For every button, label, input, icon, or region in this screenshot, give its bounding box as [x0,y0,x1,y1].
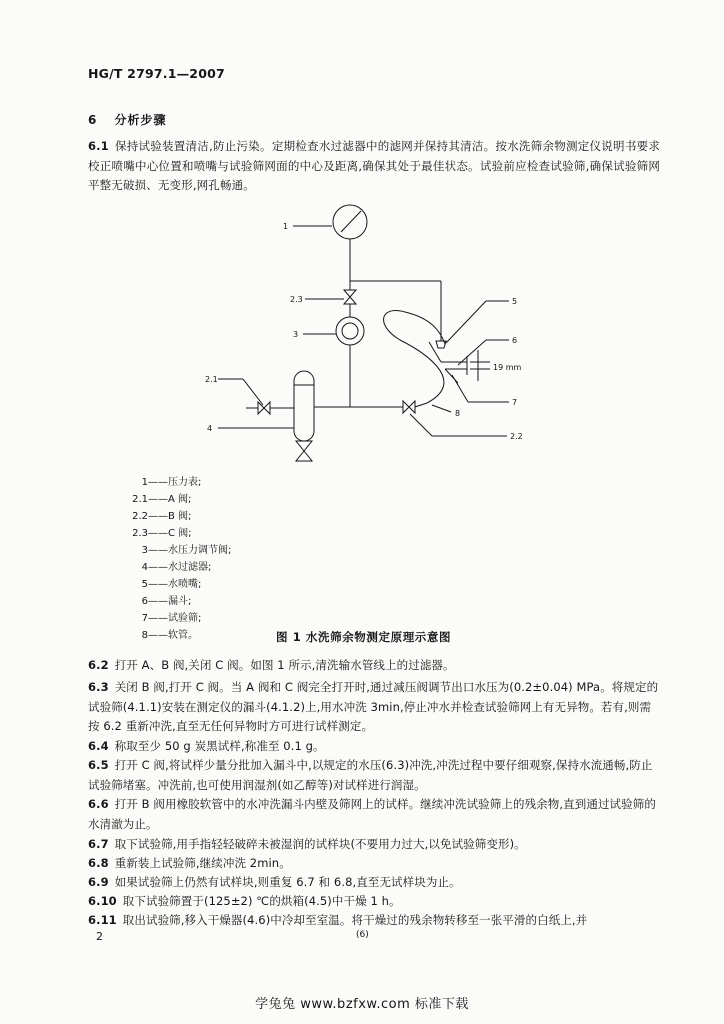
funnel-wall-left [429,342,441,362]
callout-6: 6 [512,336,518,345]
valve-b [403,401,415,413]
clause-6-7: 6.7 取下试验筛,用手指轻轻破碎未被湿润的试样块(不要用力过大,以免试验筛变形)。 [88,837,526,851]
callout-5: 5 [512,297,518,306]
clause-number: 6.1 [88,139,109,153]
callout-1: 1 [283,222,289,231]
clause-6-6: 6.6 打开 B 阀用橡胶软管中的水冲洗漏斗内壁及筛网上的试样。继续冲洗试验筛上的残余物,直到通过试验筛的水清澈为止。 [88,797,656,831]
leader-7b [452,375,468,402]
callout-7: 7 [512,398,518,407]
filter-outlet-bottom [296,451,312,461]
legend-item: 2.3——C 阀; [132,528,192,539]
page-number: 2 [96,930,103,943]
leader-2-2a [410,414,432,436]
legend-item: 4——水过滤器; [141,562,212,573]
pressure-regulator [336,317,364,345]
valve-c [344,290,356,304]
valve-a [258,402,270,414]
water-filter [294,371,314,441]
callout-2-1: 2.1 [205,375,218,384]
pressure-regulator-inner [342,323,358,339]
leader-2-1b [243,379,263,405]
clause-6-2: 6.2 打开 A、B 阀,关闭 C 阀。如图 1 所示,清洗输水管线上的过滤器。 [88,658,455,672]
legend-item: 2.2——B 阀; [132,511,192,522]
legend-item: 3——水压力调节阀; [141,545,232,556]
filter-outlet-top [296,441,312,451]
legend-item: 7——试验筛; [141,613,202,624]
callout-2-3: 2.3 [290,295,303,304]
clause-6-5: 6.5 打开 C 阀,将试样少量分批加入漏斗中,以规定的水压(6.3)冲洗,冲洗过程中要仔细观察,保持水流通畅,防止试验筛堵塞。冲洗前,也可使用润湿剂(如乙醇等)对试样进行润湿。 [88,758,653,792]
gauge-needle [341,211,361,232]
clause-6-4: 6.4 称取至少 50 g 炭黑试样,称准至 0.1 g。 [88,739,325,753]
clause-6-11: 6.11 取出试验筛,移入干燥器(4.6)中冷却至室温。将干燥过的残余物转移至一张平滑的白纸上,并 [88,913,588,927]
footer-watermark: 学兔兔 www.bzfxw.com 标准下载 [255,997,469,1012]
figure-caption: 图 1 水洗筛余物测定原理示意图 [276,630,452,644]
legend-item: 2.1——A 阀; [132,494,192,505]
callout-2-2: 2.2 [510,432,523,441]
clause-6-9: 6.9 如果试验筛上仍然有试样块,则重复 6.7 和 6.8,直至无试样块为止。 [88,875,461,889]
section-title: 分析步骤 [114,113,167,127]
callout-4: 4 [207,424,213,433]
legend-item: 8——软管。 [141,630,198,641]
callout-8: 8 [455,409,461,418]
clause-6-10: 6.10 取下试验筛置于(125±2) ℃的烘箱(4.5)中干燥 1 h。 [88,894,401,908]
distance-label: 19 mm [493,363,522,372]
legend-item: 5——水喷嘴; [141,579,202,590]
flexible-hose [384,311,445,403]
pipe-to-hose [415,403,427,407]
leader-8 [432,405,451,412]
leader-6b [458,340,486,365]
legend-item: 6——漏斗; [141,596,192,607]
legend-item: 1——压力表; [141,477,202,488]
clause-6-8: 6.8 重新装上试验筛,继续冲洗 2min。 [88,856,291,870]
clause-text: 保持试验装置清洁,防止污染。定期检查水过滤器中的滤网并保持其清洁。按水洗筛余物测定仪说明书要求校正喷嘴中心位置和喷嘴与试验筛网面的中心及距离,确保其处于最佳状态。试验前应检查试验筛,确保试验筛网平整无破损、无变形,网孔畅通。 [88,139,660,192]
standard-code: HG/T 2797.1—2007 [88,66,225,81]
section-number: 6 [88,113,98,127]
clause-6-3: 6.3 关闭 B 阀,打开 C 阀。当 A 阀和 C 阀完全打开时,通过减压阀调节出口水压为(0.2±0.04) MPa。将规定的试验筛(4.1.1)安装在测定仪的漏斗(4.1.2)上,用水冲洗 3min,停止冲水并检查试验筛网上有无异物。若有,则需按 6.2 重新冲洗,直至无任何异物时方可进行试样测定。 [88,680,659,733]
callout-3: 3 [293,330,299,339]
page-sub-number: (6) [356,930,369,940]
leader-5b [446,301,486,343]
